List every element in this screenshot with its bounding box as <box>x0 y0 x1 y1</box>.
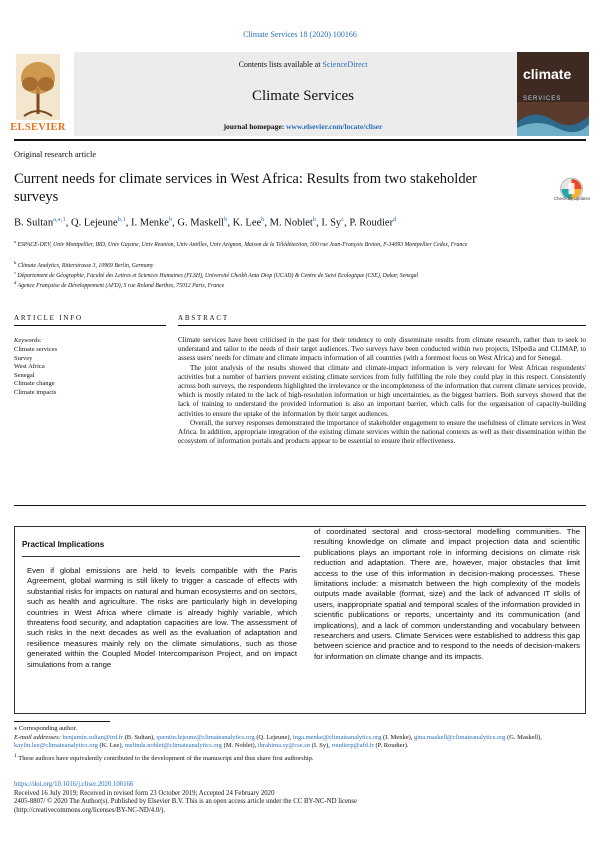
email-link[interactable]: kaylin.lee@climateanalytics.org <box>14 742 98 750</box>
crossmark-label[interactable]: Check for updates <box>553 196 591 201</box>
crossmark-icon[interactable] <box>557 171 586 207</box>
affiliation-a: $^a$ ESPACE-DEV, Univ Montpellier, IRD, Univ Guyane, Univ Reunion, Univ Antilles, Univ Avignon, Maison de la Télédétection, 500 rue Jean-François Breton, F-34093 Montpellier Cedex, France <box>14 239 468 248</box>
author-affiliation-marker[interactable]: b,1 <box>117 216 126 223</box>
practical-implications-title: Practical Implications <box>22 540 105 549</box>
journal-reference[interactable]: Climate Services 18 (2020) 100166 <box>243 30 357 39</box>
email-owner: (K. Lee), <box>97 742 125 750</box>
author-name[interactable]: G. Maskell <box>177 217 225 229</box>
author-affiliation-marker[interactable]: a,⁎,1 <box>53 216 66 223</box>
keyword: Survey <box>14 354 33 362</box>
publisher-wordmark: ELSEVIER <box>10 122 66 133</box>
contents-line <box>74 60 532 69</box>
license-url[interactable]: (http://creativecommons.org/licenses/BY-NC-ND/4.0/). <box>14 806 166 814</box>
author-list: B. Sultan$^{a,⁎,1}$, Q. Lejeune$^{b,1}$, I. Menke$^b$, G. Maskell$^b$, K. Lee$^b$, M. Noblet$^b$, I. Sy$^c$, P. Roudier$^d$ <box>14 216 397 229</box>
sciencedirect-link[interactable]: ScienceDirect <box>322 60 368 69</box>
practical-right-text: of coordinated sectoral and cross-sectoral modelling communities. The resulting knowledge on climate and impact projection data and scientific publications plays an important role in informing decisions on climate risk reduction and adaptation. There are, however, major obstacles that limit access to the use of this information in decision-making processes. These limitations include: a mismatch between the high complexity of the models outputs made available (format, size) and the lack of advanced IT skills of users, inappropriate spatial and temporal scales of the information provided in scientific publications or reports, uncertainty and its communication (and implications), and a lack of common understanding and vocabulary between researchers and users. Climate Services were established to address this gap between science and practice and to respond to the needs of decision-makers for information on climate change and its impacts. <box>314 527 580 661</box>
email-link[interactable]: gina.maskell@climateanalytics.org <box>414 734 506 741</box>
cover-subtitle: SERVICES <box>523 96 562 102</box>
article-info-heading: ARTICLE INFO <box>14 314 83 322</box>
abstract-rule <box>178 325 586 326</box>
cover-artwork <box>517 102 589 136</box>
journal-masthead <box>74 52 532 136</box>
author-affiliation-marker[interactable]: b <box>261 216 265 223</box>
publication-meta <box>14 781 586 815</box>
email-link[interactable]: benjamin.sultan@ird.fr <box>62 734 124 741</box>
author-affiliation-marker[interactable]: b <box>224 216 228 223</box>
homepage-link[interactable]: www.elsevier.com/locate/cliser <box>286 122 383 131</box>
article-title: Current needs for climate services in West Africa: Results from two stakeholder surveys <box>14 171 477 205</box>
author-affiliation-marker[interactable]: b <box>168 216 173 223</box>
practical-left-text: Even if global emissions are held to levels compatible with the Paris Agreement, global warming is still likely to trigger a cascade of effects with substantial risks for impacts on natural and human ecosystems and on sectors, such as health and agriculture. The risks are particularly high in developing countries in West Africa where climate is already highly variable, which threatens food security, and adaptation capacities are low. The assessment of such risks in the next decades as well as the evaluation of adaptation and resilience measures mainly rely on the climate simulations, such as those generated within the Coupled Model Intercomparison Project, and on impact simulations from a range <box>27 566 297 669</box>
email-link[interactable]: roudierp@afd.fr <box>331 742 374 750</box>
corresponding-author-note: ⁎ Corresponding author. <box>14 725 78 732</box>
abstract-paragraph: The joint analysis of the results showed that climate and climate-impact information is very relevant for West African respondents' activities but a number of barriers prevent existing climate services from fully fulfilling the role they could play in this respect. Consistently across both surveys, the respondents highlighted the irrelevance or the incompleteness of the information that current climate services provide, which is mostly related to the lack of high-resolution information or high uncertainties, as the biggest barriers. Both surveys showed that the lack of training to understand the provided information is also an important barrier, which calls for the organisation of capacity-building activities to ensure the uptake of the information by their target audiences. <box>178 363 586 418</box>
contents-prefix: Contents lists available at <box>238 60 323 69</box>
abstract-paragraph: Overall, the survey responses demonstrated the importance of stakeholder engagement to ensure the usefulness of climate services in West Africa. In addition, appropriate integration of the existing climate services within the national contexts as well as their dissemination within the ecosystem of information portals and products appear to be essential to ensure their effectiveness. <box>178 418 586 446</box>
footnote-rule <box>14 721 110 722</box>
email-label: E-mail addresses: <box>14 734 63 741</box>
homepage-line <box>74 122 532 131</box>
email-owner: (B. Sultan), <box>123 734 157 741</box>
email-owner: (G. Maskell), <box>505 734 542 741</box>
author-name[interactable]: M. Noblet <box>269 217 313 229</box>
article-type: Original research article <box>14 149 97 159</box>
keywords-label: Keywords: <box>14 337 42 344</box>
author-name[interactable]: I. Sy <box>321 217 342 229</box>
author-name[interactable]: I. Menke <box>131 217 169 229</box>
author-affiliation-marker[interactable]: c <box>341 216 345 223</box>
abstract-paragraph: Climate services have been criticised in the past for their tendency to only disseminate results from climate research, rather than to seek to understand and tailor to the needs of their target audiences. Two surveys have been conducted within two projects, ISIpedia and CLIMAP, to assess users' needs for climate and climate impacts information of all countries (with a foremost focus on West Africa) and for Senegal. <box>178 336 586 363</box>
affiliation-c: $^c$ Département de Géographie, Faculté des Lettres et Sciences Humaines (FLSH), Université Cheikh Anta Diop (UCAD) & Centre de Suivi Ecologique (CSE), Dakar, Senegal <box>14 270 419 279</box>
author-affiliation-marker[interactable]: d <box>393 216 397 223</box>
email-owner: (I. Menke), <box>381 734 414 741</box>
author-name[interactable]: P. Roudier <box>349 217 394 229</box>
affiliation-b: $^b$ Climate Analytics, Ritterstrasse 3, 10969 Berlin, Germany <box>14 260 154 269</box>
email-link[interactable]: inga.menke@climateanalytics.org <box>292 734 382 741</box>
keyword: Climate change <box>14 380 55 387</box>
header-rule <box>14 139 586 141</box>
abstract-bottom-rule <box>14 505 586 506</box>
email-owner: (I. Sy), <box>310 742 332 750</box>
article-info-rule <box>14 325 166 326</box>
journal-cover <box>517 52 589 136</box>
received-dates: Received 16 July 2019; Received in revised form 23 October 2019; Accepted 24 February 2020 <box>14 789 275 797</box>
email-link[interactable]: melinda.noblet@climateanalytics.org <box>124 742 222 750</box>
author-name[interactable]: Q. Lejeune <box>70 217 118 229</box>
abstract-body <box>178 336 586 446</box>
email-link[interactable]: ibrahima.sy@cse.sn <box>257 742 311 750</box>
doi-link[interactable]: https://doi.org/10.1016/j.cliser.2020.100166 <box>14 781 134 788</box>
author-name[interactable]: K. Lee <box>232 217 262 229</box>
email-addresses <box>14 734 586 750</box>
license-line: 2405-8807/ © 2020 The Author(s). Published by Elsevier B.V. This is an open access article under the CC BY-NC-ND license <box>14 798 358 806</box>
homepage-prefix: journal homepage: <box>223 122 287 131</box>
email-link[interactable]: quentin.lejeune@climateanalytics.org <box>156 734 255 741</box>
author-name[interactable]: B. Sultan <box>14 217 54 229</box>
abstract-heading: ABSTRACT <box>178 314 229 322</box>
keyword: Senegal <box>14 371 35 379</box>
affiliation-d: $^d$ Agence Française de Développement (AFD), 5 rue Roland Barthes, 75012 Paris, France <box>14 280 225 289</box>
elsevier-tree-logo <box>16 54 60 132</box>
author-affiliation-marker[interactable]: b <box>312 216 317 223</box>
keyword: West Africa <box>14 363 45 370</box>
equal-contribution-note: $^1$ These authors have equivalently contributed to the development of the manuscript and thus share first authorship. <box>14 753 314 763</box>
journal-title: Climate Services <box>251 88 355 104</box>
keyword: Climate services <box>14 346 58 353</box>
email-owner: (P. Roudier). <box>373 742 409 750</box>
email-owner: (M. Noblet), <box>221 742 258 750</box>
keyword: Climate impacts <box>14 388 57 396</box>
cover-title: climate <box>523 66 572 82</box>
email-owner: (Q. Lejeune), <box>254 734 293 741</box>
